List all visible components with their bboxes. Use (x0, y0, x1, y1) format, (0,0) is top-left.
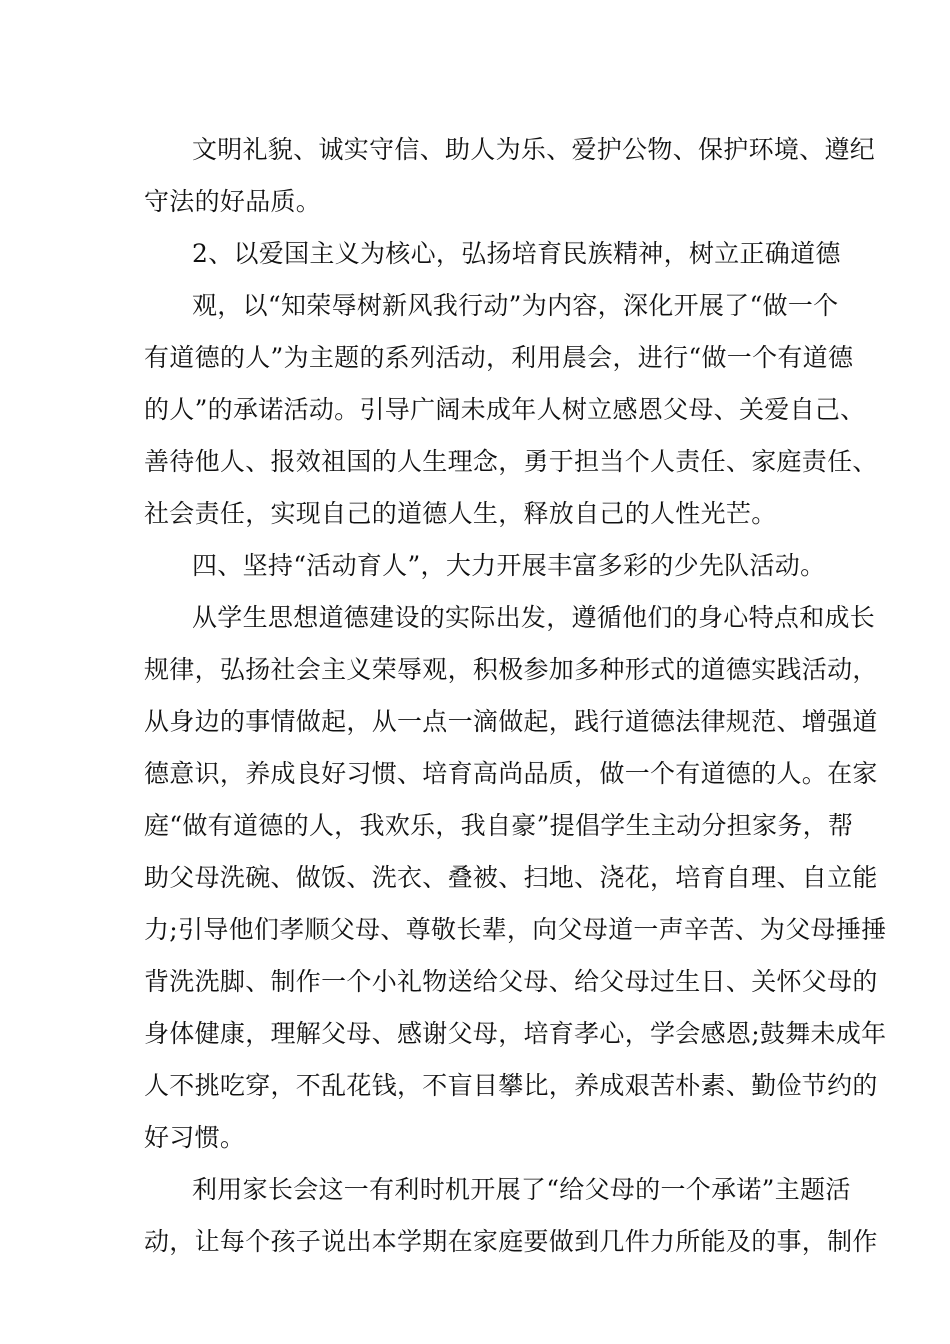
text-line: 助父母洗碗、做饭、洗衣、叠被、扫地、浇花，培育自理、自立能 (144, 863, 878, 892)
text-line: 身体健康，理解父母、感谢父母，培育孝心，学会感恩;鼓舞未成年 (144, 1019, 887, 1048)
text-line: 力;引导他们孝顺父母、尊敬长辈，向父母道一声辛苦、为父母捶捶 (144, 915, 887, 944)
text-line: 规律，弘扬社会主义荣辱观，积极参加多种形式的道德实践活动， (144, 655, 878, 684)
text-line: 背洗洗脚、制作一个小礼物送给父母、给父母过生日、关怀父母的 (144, 967, 878, 996)
text-line: 守法的好品质。 (144, 187, 322, 216)
text-line: 从身边的事情做起，从一点一滴做起，践行道德法律规范、增强道 (144, 707, 878, 736)
text-line: 善待他人、报效祖国的人生理念，勇于担当个人责任、家庭责任、 (144, 447, 878, 476)
text-line: 庭“做有道德的人，我欢乐，我自豪”提倡学生主动分担家务，帮 (144, 811, 854, 840)
text-line: 社会责任，实现自己的道德人生，释放自己的人性光芒。 (144, 499, 777, 528)
text-line: 2、以爱国主义为核心，弘扬培育民族精神，树立正确道德 (192, 239, 841, 268)
text-line: 观，以“知荣辱树新风我行动”为内容，深化开展了“做一个 (192, 291, 839, 320)
text-line: 文明礼貌、诚实守信、助人为乐、爱护公物、保护环境、遵纪 (192, 135, 876, 164)
text-line: 人不挑吃穿，不乱花钱，不盲目攀比，养成艰苦朴素、勤俭节约的 (144, 1071, 878, 1100)
text-line: 德意识，养成良好习惯、培育高尚品质，做一个有道德的人。在家 (144, 759, 878, 788)
text-line: 利用家长会这一有利时机开展了“给父母的一个承诺”主题活 (192, 1175, 851, 1204)
text-line: 的人”的承诺活动。引导广阔未成年人树立感恩父母、关爱自己、 (144, 395, 866, 424)
text-line: 动，让每个孩子说出本学期在家庭要做到几件力所能及的事，制作 (144, 1227, 878, 1256)
text-line: 好习惯。 (144, 1123, 246, 1152)
text-line: 有道德的人”为主题的系列活动，利用晨会，进行“做一个有道德 (144, 343, 854, 372)
text-line: 从学生思想道德建设的实际出发，遵循他们的身心特点和成长 (192, 603, 876, 632)
text-line: 四、坚持“活动育人”，大力开展丰富多彩的少先队活动。 (192, 551, 826, 580)
